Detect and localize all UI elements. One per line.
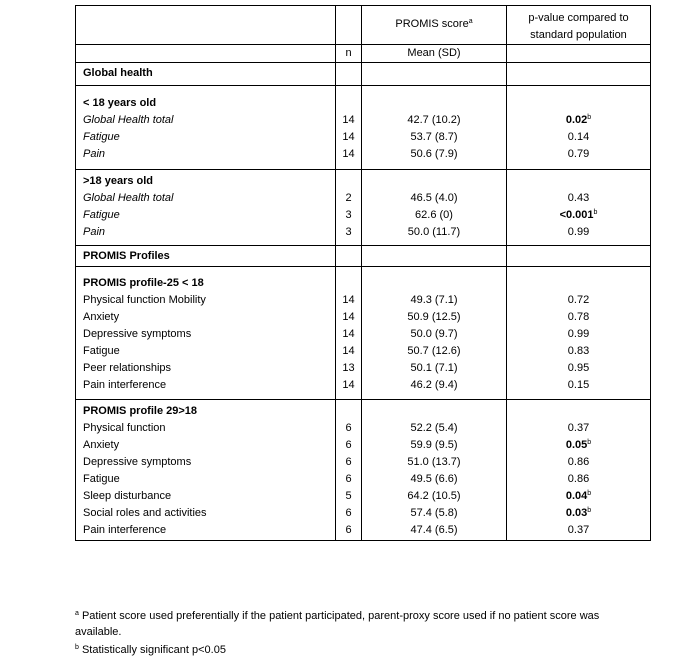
- mean-sd-value: 62.6 (0): [362, 207, 507, 224]
- section-promis-profiles: PROMIS Profiles: [76, 246, 651, 267]
- p-value-text: 0.83: [567, 345, 590, 357]
- p-value: [507, 292, 651, 309]
- n-value: 14: [336, 292, 362, 309]
- mean-sd-header: Mean (SD): [362, 45, 507, 63]
- mean-sd-value: 50.9 (12.5): [362, 309, 507, 326]
- mean-sd-value: 57.4 (5.8): [362, 505, 507, 522]
- p-value: [507, 377, 651, 394]
- n-value: 14: [336, 326, 362, 343]
- measure-label: Peer relationships: [76, 360, 336, 377]
- n-value: 14: [336, 343, 362, 360]
- mean-sd-value: 64.2 (10.5): [362, 488, 507, 505]
- table-row: [76, 207, 651, 224]
- table-row: [76, 420, 651, 437]
- n-value: 3: [336, 207, 362, 224]
- measure-label: Pain: [76, 146, 336, 163]
- measure-label: Global Health total: [76, 190, 336, 207]
- table-row: [76, 326, 651, 343]
- p-value: [507, 224, 651, 241]
- table-row: [76, 146, 651, 163]
- mean-sd-value: 50.1 (7.1): [362, 360, 507, 377]
- group-title: PROMIS profile-25 < 18: [76, 275, 651, 292]
- table-row: [76, 522, 651, 539]
- mean-sd-value: 53.7 (8.7): [362, 129, 507, 146]
- table-row: [76, 190, 651, 207]
- table-row: [76, 454, 651, 471]
- significance-mark: b: [587, 507, 592, 514]
- n-value: 14: [336, 377, 362, 394]
- table-row: [76, 309, 651, 326]
- mean-sd-value: 49.5 (6.6): [362, 471, 507, 488]
- p-value-text: 0.86: [567, 473, 590, 485]
- p-value-text: 0.72: [567, 294, 590, 306]
- mean-sd-value: 46.5 (4.0): [362, 190, 507, 207]
- p-value: [507, 471, 651, 488]
- mean-sd-value: 50.0 (9.7): [362, 326, 507, 343]
- n-header: n: [336, 45, 362, 63]
- p-value: [507, 454, 651, 471]
- p-value: [507, 360, 651, 377]
- table-row: [76, 224, 651, 241]
- n-value: 14: [336, 112, 362, 129]
- table-row: [76, 471, 651, 488]
- footnote-a: $^a$ Patient score used preferentially if the patient participated, parent-proxy score used if no patient score was available.: [75, 610, 600, 638]
- n-value: 13: [336, 360, 362, 377]
- table-row: [76, 129, 651, 146]
- table-row: [76, 377, 651, 394]
- p-value: [507, 522, 651, 539]
- measure-label: Fatigue: [76, 207, 336, 224]
- measure-label: Pain interference: [76, 377, 336, 394]
- p-value: [507, 326, 651, 343]
- p-value: [507, 437, 651, 454]
- n-value: 14: [336, 309, 362, 326]
- p-value: [507, 505, 651, 522]
- mean-sd-value: 46.2 (9.4): [362, 377, 507, 394]
- n-value: 6: [336, 454, 362, 471]
- p-value-text: 0.15: [567, 379, 590, 391]
- subheader-row: [76, 45, 651, 63]
- p-value-text: 0.95: [567, 362, 590, 374]
- measure-label: Fatigue: [76, 129, 336, 146]
- mean-sd-value: 52.2 (5.4): [362, 420, 507, 437]
- table-row: [76, 360, 651, 377]
- header-row: [76, 6, 651, 45]
- measure-label: Pain interference: [76, 522, 336, 539]
- measure-label: Physical function: [76, 420, 336, 437]
- measure-label: Depressive symptoms: [76, 454, 336, 471]
- p-value: [507, 146, 651, 163]
- table-row: [76, 505, 651, 522]
- p-value-text: <0.001: [559, 209, 594, 221]
- measure-label: Physical function Mobility: [76, 292, 336, 309]
- footnote-b: $^b$ Statistically significant p<0.05: [75, 644, 226, 656]
- measure-label: Social roles and activities: [76, 505, 336, 522]
- p-value-text: 0.99: [567, 226, 590, 238]
- significance-mark: b: [593, 209, 598, 216]
- group-title: PROMIS profile 29>18: [76, 400, 651, 421]
- p-value-text: 0.02: [565, 114, 588, 126]
- measure-label: Pain: [76, 224, 336, 241]
- n-value: 14: [336, 129, 362, 146]
- table-row: [76, 488, 651, 505]
- n-value: 14: [336, 146, 362, 163]
- p-value: [507, 207, 651, 224]
- group-title: >18 years old: [76, 170, 651, 191]
- n-value: 6: [336, 522, 362, 539]
- group-rows: [76, 112, 651, 163]
- mean-sd-value: 42.7 (10.2): [362, 112, 507, 129]
- p-value: [507, 420, 651, 437]
- group-rows: [76, 292, 651, 394]
- p-value: [507, 129, 651, 146]
- n-value: 6: [336, 420, 362, 437]
- p-value-text: 0.99: [567, 328, 590, 340]
- table-row: [76, 343, 651, 360]
- table-row: [76, 292, 651, 309]
- measure-label: Fatigue: [76, 343, 336, 360]
- mean-sd-value: 51.0 (13.7): [362, 454, 507, 471]
- p-value: [507, 309, 651, 326]
- group-title: < 18 years old: [76, 95, 651, 112]
- measure-label: Fatigue: [76, 471, 336, 488]
- significance-mark: b: [587, 490, 592, 497]
- n-value: 2: [336, 190, 362, 207]
- p-value-text: 0.14: [567, 131, 590, 143]
- n-value: 3: [336, 224, 362, 241]
- n-value: 6: [336, 505, 362, 522]
- p-value-text: 0.05: [565, 439, 588, 451]
- n-value: 5: [336, 488, 362, 505]
- p-value-header: p-value compared to standard population: [507, 6, 651, 45]
- p-value: [507, 112, 651, 129]
- measure-label: Sleep disturbance: [76, 488, 336, 505]
- p-value-text: 0.78: [567, 311, 590, 323]
- p-value-text: 0.03: [565, 507, 588, 519]
- p-value-text: 0.79: [567, 148, 590, 160]
- mean-sd-value: 50.0 (11.7): [362, 224, 507, 241]
- mean-sd-value: 50.7 (12.6): [362, 343, 507, 360]
- group-rows: [76, 190, 651, 241]
- measure-label: Depressive symptoms: [76, 326, 336, 343]
- p-value: [507, 343, 651, 360]
- p-value-text: 0.86: [567, 456, 590, 468]
- significance-mark: b: [587, 114, 592, 121]
- promis-table: [75, 5, 651, 541]
- section-global-health: Global health: [76, 63, 651, 86]
- measure-label: Anxiety: [76, 309, 336, 326]
- p-value-text: 0.37: [567, 422, 590, 434]
- mean-sd-value: 50.6 (7.9): [362, 146, 507, 163]
- p-value-text: 0.04: [565, 490, 588, 502]
- p-value-text: 0.37: [567, 524, 590, 536]
- p-value: [507, 488, 651, 505]
- table-row: [76, 437, 651, 454]
- mean-sd-value: 49.3 (7.1): [362, 292, 507, 309]
- mean-sd-value: 59.9 (9.5): [362, 437, 507, 454]
- p-value-text: 0.43: [567, 192, 590, 204]
- table-row: [76, 112, 651, 129]
- n-value: 6: [336, 437, 362, 454]
- measure-label: Anxiety: [76, 437, 336, 454]
- group-rows: [76, 420, 651, 539]
- promis-score-header: PROMIS score$^a$: [362, 6, 507, 45]
- significance-mark: b: [587, 439, 592, 446]
- n-value: 6: [336, 471, 362, 488]
- measure-label: Global Health total: [76, 112, 336, 129]
- p-value: [507, 190, 651, 207]
- mean-sd-value: 47.4 (6.5): [362, 522, 507, 539]
